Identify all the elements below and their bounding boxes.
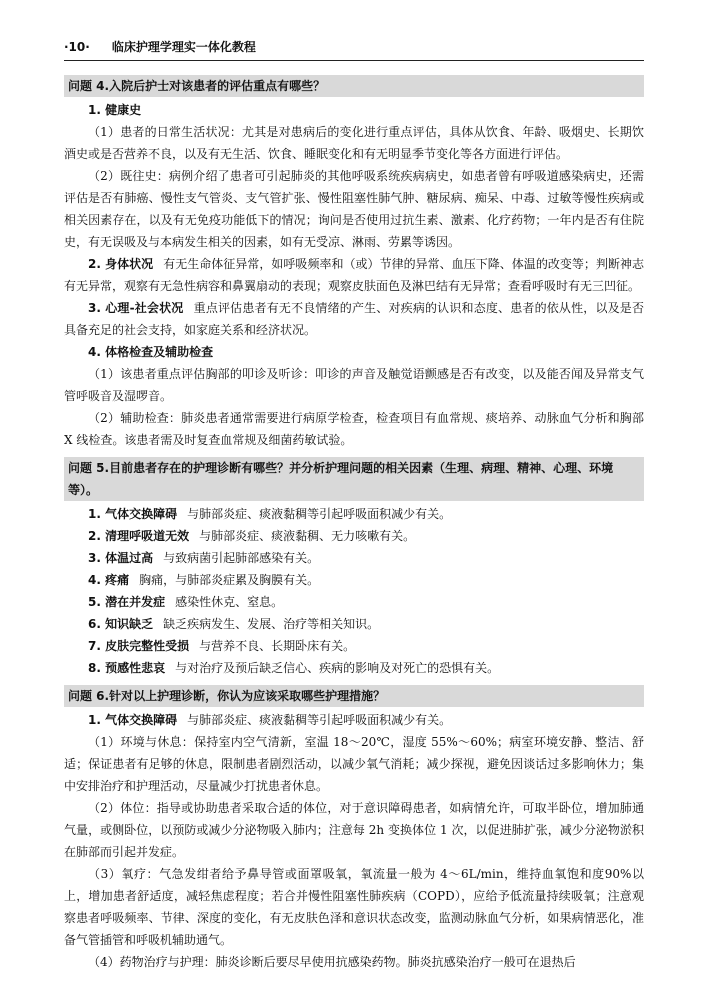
q4-s1-paragraph-2: （2）既往史：病例介绍了患者可引起肺炎的其他呼吸系统疾病病史，如患者曾有呼吸道感染病史，还需评估是否有肺癌、慢性支气管炎、支气管扩张、慢性阻塞性肺气肿、糖尿病、痴呆、中毒、过敏等慢性疾病或相关因素存在，以及有无免疫功能低下的情况；询问是否使用过抗生素、激素、化疗药物；一年内是否有住院史，有无误吸及与本病发生相关的因素，如有无受凉、淋雨、劳累等诱因。 [64,169,644,249]
q4-s4-paragraph-1: （1）该患者重点评估胸部的叩诊及听诊：叩诊的声音及触觉语颤感是否有改变，以及能否闻及异常支气管呼吸音及湿啰音。 [64,367,644,403]
book-title: 临床护理学理实一体化教程 [111,40,256,54]
q6-paragraph-3: （3）氧疗：气急发绀者给予鼻导管或面罩吸氧，氧流量一般为 4～6L/min，维持血氧饱和度90%以上，增加患者舒适度，减轻焦虑程度；若合并慢性阻塞性肺疾病（COPD），应给予低流量持续吸氧；注意观察患者呼吸频率、节律、深度的变化，有无皮肤色泽和意识状态改变，监测动脉血气分析，如果病情恶化，准备气管插管和呼吸机辅助通气。 [64,867,644,947]
q4-section-2 [64,253,644,297]
diagnosis-text: 胸痛，与肺部炎症累及胸膜有关。 [139,573,320,587]
question-4-title: 问题 4.入院后护士对该患者的评估重点有哪些？ [64,75,644,97]
question-5-title: 问题 5.目前患者存在的护理诊断有哪些？并分析护理问题的相关因素（生理、病理、精神、心理、环境等）。 [64,457,644,501]
diagnosis-label: 1. 气体交换障碍 [88,507,178,521]
diagnosis-label: 4. 疼痛 [88,573,130,587]
q4-section-2-text: 有无生命体征异常，如呼吸频率和（或）节律的异常、血压下降、体温的改变等；判断神志有无异常，观察有无急性病容和鼻翼扇动的表现；观察皮肤面色及淋巴结有无异常；查看呼吸时有无三凹征。 [64,257,644,293]
diagnosis-text: 与对治疗及预后缺乏信心、疾病的影响及对死亡的恐惧有关。 [175,661,500,675]
diagnosis-text: 感染性休克、窒息。 [175,595,284,609]
diagnosis-item [64,547,644,569]
diagnosis-label: 3. 体温过高 [88,551,154,565]
q4-section-1-heading: 1. 健康史 [88,103,142,117]
page-number: ·10· [64,40,90,54]
diagnosis-item [64,569,644,591]
diagnosis-text: 与营养不良、长期卧床有关。 [199,639,356,653]
diagnosis-label: 8. 预感性悲哀 [88,661,166,675]
diagnosis-item [64,657,644,679]
diagnosis-text: 与致病菌引起肺部感染有关。 [163,551,320,565]
q6-section-1-heading: 1. 气体交换障碍 [88,713,178,727]
q4-s1-paragraph-1: （1）患者的日常生活状况：尤其是对患病后的变化进行重点评估，具体从饮食、年龄、吸烟史、长期饮酒史或是否营养不良，以及有无生活、饮食、睡眠变化和有无明显季节变化等各方面进行评估。 [64,125,644,161]
q4-section-4-heading: 4. 体格检查及辅助检查 [88,345,214,359]
diagnosis-label: 7. 皮肤完整性受损 [88,639,190,653]
diagnosis-text: 与肺部炎症、痰液黏稠等引起呼吸面积减少有关。 [187,507,452,521]
running-header [64,38,644,61]
q4-section-3-heading: 3. 心理-社会状况 [88,301,184,315]
page [64,38,644,973]
diagnosis-item [64,503,644,525]
diagnosis-label: 2. 清理呼吸道无效 [88,529,190,543]
diagnosis-label: 6. 知识缺乏 [88,617,154,631]
q6-section-1-text: 与肺部炎症、痰液黏稠等引起呼吸面积减少有关。 [187,713,452,727]
q6-paragraph-4: （4）药物治疗与护理：肺炎诊断后要尽早使用抗感染药物。肺炎抗感染治疗一般可在退热后 [88,955,576,969]
diagnosis-text: 与肺部炎症、痰液黏稠、无力咳嗽有关。 [199,529,416,543]
diagnosis-item [64,613,644,635]
q4-section-2-heading: 2. 身体状况 [88,257,154,271]
q6-section-1 [64,709,644,731]
question-6-title: 问题 6.针对以上护理诊断，你认为应该采取哪些护理措施？ [64,685,644,707]
diagnosis-text: 缺乏疾病发生、发展、治疗等相关知识。 [163,617,380,631]
diagnosis-item [64,635,644,657]
q4-s4-paragraph-2: （2）辅助检查：肺炎患者通常需要进行病原学检查，检查项目有血常规、痰培养、动脉血气分析和胸部 X 线检查。该患者需及时复查血常规及细菌药敏试验。 [64,411,644,447]
q6-paragraph-2: （2）体位：指导或协助患者采取合适的体位，对于意识障碍患者，如病情允许，可取半卧位，增加肺通气量，或侧卧位，以预防或减少分泌物吸入肺内；注意每 2h 变换体位 1 次，以促进肺扩张，减少分泌物淤积在肺部而引起并发症。 [64,801,644,859]
diagnosis-item [64,591,644,613]
diagnosis-label: 5. 潜在并发症 [88,595,166,609]
q4-section-3 [64,297,644,341]
q4-section-3-text: 重点评估患者有无不良情绪的产生、对疾病的认识和态度、患者的依从性，以及是否具备充足的社会支持，如家庭关系和经济状况。 [64,301,644,337]
q6-paragraph-1: （1）环境与休息：保持室内空气清新，室温 18～20℃，湿度 55%～60%；病室环境安静、整洁、舒适；保证患者有足够的休息，限制患者剧烈活动，以减少氧气消耗；减少探视，避免因谈话过多影响休力；集中安排治疗和护理活动，尽量减少打扰患者休息。 [64,735,644,793]
diagnosis-item [64,525,644,547]
